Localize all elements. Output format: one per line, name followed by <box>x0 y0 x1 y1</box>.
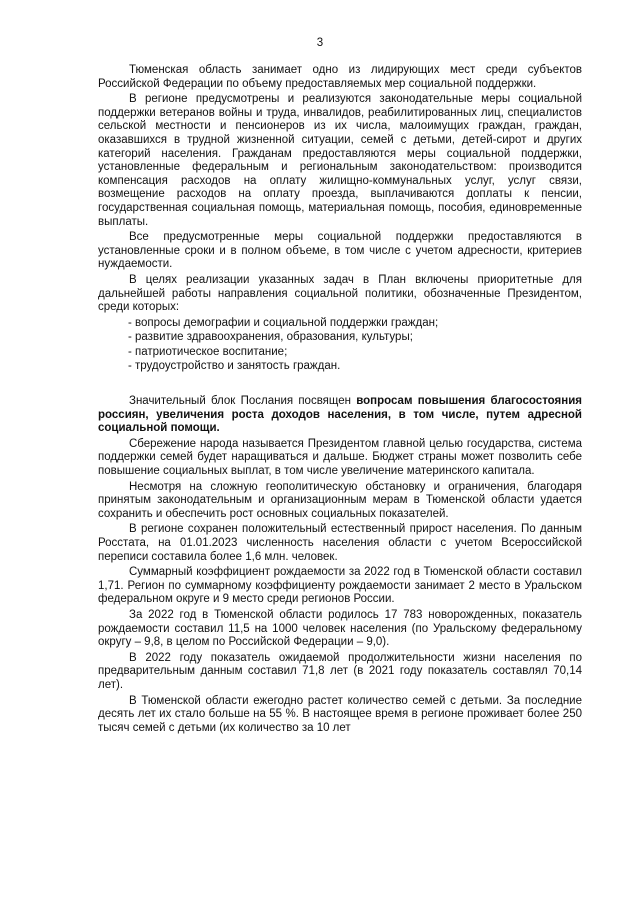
paragraph-population: В регионе сохранен положительный естественный прирост населения. По данным Росстата, на 01.01.2023 численность населения области с учетом Всероссийской переписи составила более 1,6 млн. человек. <box>98 523 582 563</box>
paragraph-support-measures: В регионе предусмотрены и реализуются законодательные меры социальной поддержки ветеранов войны и труда, инвалидов, реабилитированных лиц, специалистов сельской местности и пенсионеров из их числа, малоимущих граждан, граждан, оказавшихся в трудной жизненной ситуации, семей с детьми, детей-сирот и других категорий населения. Гражданам предоставляются меры социальной поддержки, установленные федеральным и региональным законодательством: производится компенсация расходов на оплату жилищно-коммунальных услуг, услуг связи, возмещение расходов на оплату проезда, выплачиваются доплаты к пенсии, государственная социальная помощь, материальная помощь, пособия, единовременные выплаты. <box>98 93 582 228</box>
paragraph-plan-priorities: В целях реализации указанных задач в План включены приоритетные для дальнейшей работы направления социальной политики, обозначенные Президентом, среди которых: <box>98 273 582 314</box>
document-body <box>98 64 582 737</box>
message-block-lead: Значительный блок Послания посвящен <box>129 395 357 408</box>
list-item-demography: - вопросы демографии и социальной поддержки граждан; <box>128 316 439 329</box>
paragraph-families: В Тюменской области ежегодно растет количество семей с детьми. За последние десять лет их стало больше на 55 %. В настоящее время в регионе проживает более 250 тысяч семей с детьми (их количество за 10 лет <box>98 694 582 734</box>
page-number: 3 <box>316 37 324 49</box>
paragraph-geopolitical: Несмотря на сложную геополитическую обстановку и ограничения, благодаря принятым законодательным и организационным мерам в Тюменской области удается сохранить и обеспечить рост основных социальных показателей. <box>98 480 582 520</box>
paragraph-message-block <box>98 395 582 436</box>
paragraph-births: За 2022 год в Тюменской области родилось 17 783 новорожденных, показатель рождаемости составил 11,5 на 1000 человек населения (по Уральскому федеральному округу – 9,8, в целом по Российской Федерации – 9,0). <box>98 608 582 649</box>
paragraph-timely-provision: Все предусмотренные меры социальной поддержки предоставляются в установленные сроки и в полном объеме, в том числе с учетом адресности, критериев нуждаемости. <box>98 231 582 271</box>
paragraph-social-support-ranking: Тюменская область занимает одно из лидирующих мест среди субъектов Российской Федерации по объему предоставляемых мер социальной поддержки. <box>98 64 582 90</box>
paragraph-life-expectancy: В 2022 году показатель ожидаемой продолжительности жизни населения по предварительным данным составил 71,8 лет (в 2021 году показатель составлял 70,14 лет). <box>98 651 582 691</box>
list-item-healthcare: - развитие здравоохранения, образования, культуры; <box>128 331 413 344</box>
message-block-bold: вопросам повышения благосостояния россиян, увеличения роста доходов населения, в том числе, путем адресной социальной помощи. <box>98 395 582 435</box>
list-item-patriotic: - патриотическое воспитание; <box>128 345 288 358</box>
paragraph-fertility-rate: Суммарный коэффициент рождаемости за 2022 год в Тюменской области составил 1,71. Регион по суммарному коэффициенту рождаемости занимает 2 место в Уральском федеральном округе и 9 место среди регионов России. <box>98 566 582 606</box>
paragraph-people-preservation: Сбережение народа называется Президентом главной целью государства, система поддержки семей будет наращиваться и дальше. Бюджет страны может позволить себе повышение социальных выплат, в том числе увеличение материнского капитала. <box>98 437 582 478</box>
list-item-employment: - трудоустройство и занятость граждан. <box>128 360 341 373</box>
